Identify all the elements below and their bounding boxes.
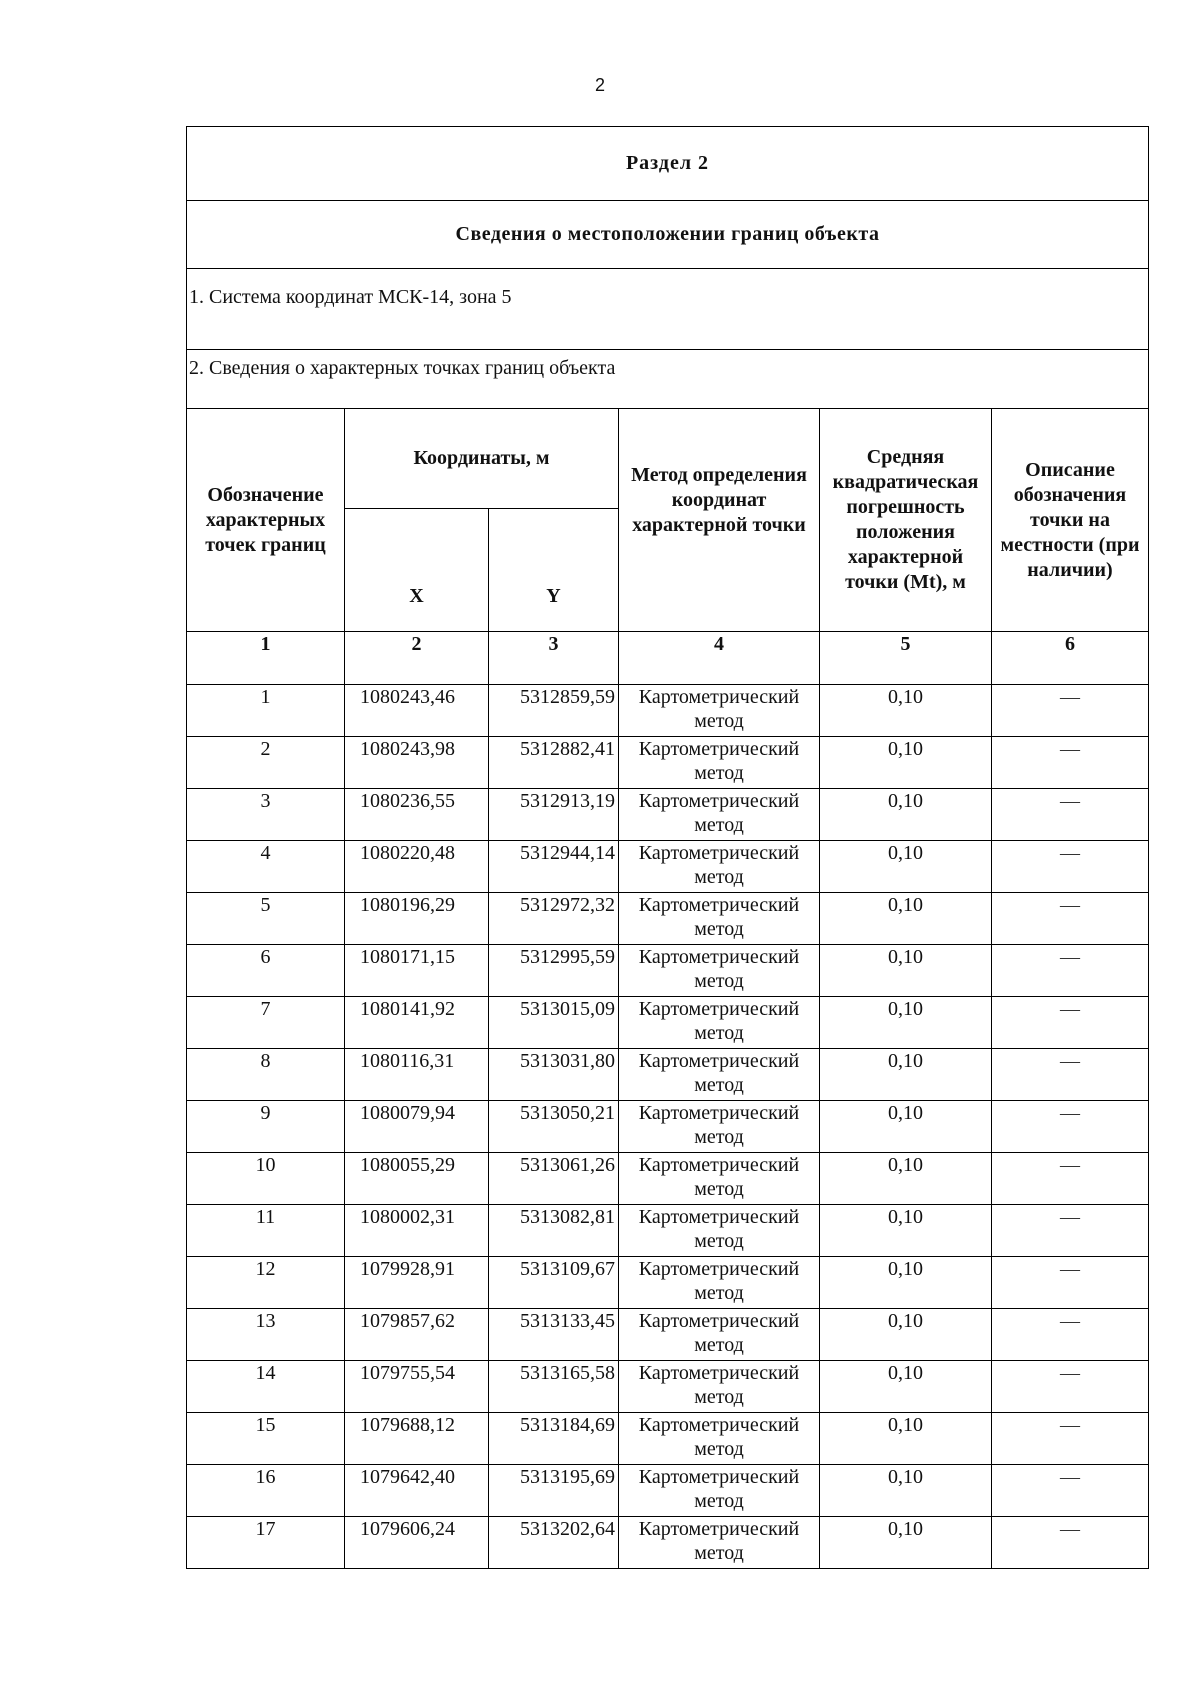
method: Картометрический метод xyxy=(619,1309,820,1361)
header-x: X xyxy=(345,509,489,632)
error-value: 0,10 xyxy=(820,1257,992,1309)
coord-x: 1080079,94 xyxy=(345,1101,489,1153)
coord-x: 1079857,62 xyxy=(345,1309,489,1361)
coordinate-system: 1. Система координат МСК-14, зона 5 xyxy=(187,269,1149,350)
method: Картометрический метод xyxy=(619,841,820,893)
description: — xyxy=(992,1413,1149,1465)
point-id: 2 xyxy=(187,737,345,789)
column-number: 3 xyxy=(489,632,619,685)
coord-x: 1080236,55 xyxy=(345,789,489,841)
error-value: 0,10 xyxy=(820,1309,992,1361)
description: — xyxy=(992,1049,1149,1101)
description: — xyxy=(992,945,1149,997)
table-row xyxy=(187,1309,1149,1361)
description: — xyxy=(992,893,1149,945)
header-description: Описание обозначения точки на местности (при наличии) xyxy=(992,409,1149,632)
error-value: 0,10 xyxy=(820,841,992,893)
description: — xyxy=(992,1257,1149,1309)
error-value: 0,10 xyxy=(820,685,992,737)
table-row xyxy=(187,1205,1149,1257)
header-error: Средняя квадратическая погрешность положения характерной точки (Mt), м xyxy=(820,409,992,632)
point-id: 7 xyxy=(187,997,345,1049)
error-value: 0,10 xyxy=(820,1517,992,1569)
coord-y: 5313195,69 xyxy=(489,1465,619,1517)
table-row xyxy=(187,1153,1149,1205)
method: Картометрический метод xyxy=(619,1205,820,1257)
description: — xyxy=(992,997,1149,1049)
point-id: 13 xyxy=(187,1309,345,1361)
coord-y: 5313031,80 xyxy=(489,1049,619,1101)
error-value: 0,10 xyxy=(820,1049,992,1101)
method: Картометрический метод xyxy=(619,997,820,1049)
description: — xyxy=(992,1205,1149,1257)
table-row xyxy=(187,997,1149,1049)
table-row xyxy=(187,737,1149,789)
error-value: 0,10 xyxy=(820,945,992,997)
point-id: 12 xyxy=(187,1257,345,1309)
error-value: 0,10 xyxy=(820,997,992,1049)
point-id: 6 xyxy=(187,945,345,997)
page-number: 2 xyxy=(594,75,605,95)
table-row xyxy=(187,1049,1149,1101)
method: Картометрический метод xyxy=(619,1465,820,1517)
method: Картометрический метод xyxy=(619,1361,820,1413)
description: — xyxy=(992,737,1149,789)
coord-y: 5313109,67 xyxy=(489,1257,619,1309)
point-id: 9 xyxy=(187,1101,345,1153)
coord-x: 1080141,92 xyxy=(345,997,489,1049)
section-title: Раздел 2 xyxy=(187,127,1149,201)
table-row xyxy=(187,945,1149,997)
error-value: 0,10 xyxy=(820,1413,992,1465)
point-id: 16 xyxy=(187,1465,345,1517)
table-row xyxy=(187,1413,1149,1465)
point-id: 10 xyxy=(187,1153,345,1205)
table-row xyxy=(187,789,1149,841)
method: Картометрический метод xyxy=(619,737,820,789)
method: Картометрический метод xyxy=(619,1101,820,1153)
coord-y: 5312913,19 xyxy=(489,789,619,841)
table-row xyxy=(187,1361,1149,1413)
method: Картометрический метод xyxy=(619,1517,820,1569)
point-id: 17 xyxy=(187,1517,345,1569)
section-subtitle: Сведения о местоположении границ объекта xyxy=(187,201,1149,269)
boundary-points-table xyxy=(186,126,1149,1569)
method: Картометрический метод xyxy=(619,1257,820,1309)
column-numbers-row xyxy=(187,632,1149,685)
error-value: 0,10 xyxy=(820,893,992,945)
column-number: 1 xyxy=(187,632,345,685)
coord-y: 5312882,41 xyxy=(489,737,619,789)
coord-x: 1080243,98 xyxy=(345,737,489,789)
point-id: 15 xyxy=(187,1413,345,1465)
coord-y: 5313082,81 xyxy=(489,1205,619,1257)
error-value: 0,10 xyxy=(820,789,992,841)
table-row xyxy=(187,1257,1149,1309)
coord-x: 1080196,29 xyxy=(345,893,489,945)
error-value: 0,10 xyxy=(820,1101,992,1153)
method: Картометрический метод xyxy=(619,1413,820,1465)
point-id: 4 xyxy=(187,841,345,893)
coord-x: 1080116,31 xyxy=(345,1049,489,1101)
table-row xyxy=(187,841,1149,893)
coord-y: 5313202,64 xyxy=(489,1517,619,1569)
description: — xyxy=(992,789,1149,841)
table-row xyxy=(187,685,1149,737)
coord-y: 5312944,14 xyxy=(489,841,619,893)
coord-x: 1080055,29 xyxy=(345,1153,489,1205)
coord-x: 1079928,91 xyxy=(345,1257,489,1309)
column-number: 5 xyxy=(820,632,992,685)
point-id: 3 xyxy=(187,789,345,841)
coord-x: 1080002,31 xyxy=(345,1205,489,1257)
column-number: 2 xyxy=(345,632,489,685)
description: — xyxy=(992,841,1149,893)
coord-y: 5312995,59 xyxy=(489,945,619,997)
header-method: Метод определения координат характерной точки xyxy=(619,409,820,632)
error-value: 0,10 xyxy=(820,1153,992,1205)
coord-y: 5313050,21 xyxy=(489,1101,619,1153)
description: — xyxy=(992,1517,1149,1569)
coord-x: 1080220,48 xyxy=(345,841,489,893)
coord-y: 5313184,69 xyxy=(489,1413,619,1465)
coord-x: 1079606,24 xyxy=(345,1517,489,1569)
column-number: 6 xyxy=(992,632,1149,685)
point-id: 8 xyxy=(187,1049,345,1101)
point-id: 11 xyxy=(187,1205,345,1257)
method: Картометрический метод xyxy=(619,945,820,997)
method: Картометрический метод xyxy=(619,685,820,737)
error-value: 0,10 xyxy=(820,737,992,789)
point-id: 1 xyxy=(187,685,345,737)
coord-y: 5313165,58 xyxy=(489,1361,619,1413)
method: Картометрический метод xyxy=(619,1153,820,1205)
points-heading: 2. Сведения о характерных точках границ объекта xyxy=(187,350,1149,409)
description: — xyxy=(992,1465,1149,1517)
method: Картометрический метод xyxy=(619,893,820,945)
coord-y: 5312859,59 xyxy=(489,685,619,737)
coord-x: 1079688,12 xyxy=(345,1413,489,1465)
table-row xyxy=(187,1465,1149,1517)
error-value: 0,10 xyxy=(820,1361,992,1413)
error-value: 0,10 xyxy=(820,1465,992,1517)
point-id: 5 xyxy=(187,893,345,945)
coord-y: 5313061,26 xyxy=(489,1153,619,1205)
point-id: 14 xyxy=(187,1361,345,1413)
error-value: 0,10 xyxy=(820,1205,992,1257)
coord-y: 5313015,09 xyxy=(489,997,619,1049)
coord-x: 1080171,15 xyxy=(345,945,489,997)
header-coordinates: Координаты, м xyxy=(345,409,619,509)
method: Картометрический метод xyxy=(619,1049,820,1101)
description: — xyxy=(992,1309,1149,1361)
description: — xyxy=(992,1153,1149,1205)
description: — xyxy=(992,685,1149,737)
coord-y: 5313133,45 xyxy=(489,1309,619,1361)
description: — xyxy=(992,1101,1149,1153)
header-designation: Обозначение характерных точек границ xyxy=(187,409,345,632)
coord-x: 1079642,40 xyxy=(345,1465,489,1517)
coord-x: 1079755,54 xyxy=(345,1361,489,1413)
header-y: Y xyxy=(489,509,619,632)
description: — xyxy=(992,1361,1149,1413)
coord-y: 5312972,32 xyxy=(489,893,619,945)
method: Картометрический метод xyxy=(619,789,820,841)
coord-x: 1080243,46 xyxy=(345,685,489,737)
table-row xyxy=(187,1517,1149,1569)
table-row xyxy=(187,1101,1149,1153)
table-row xyxy=(187,893,1149,945)
column-number: 4 xyxy=(619,632,820,685)
